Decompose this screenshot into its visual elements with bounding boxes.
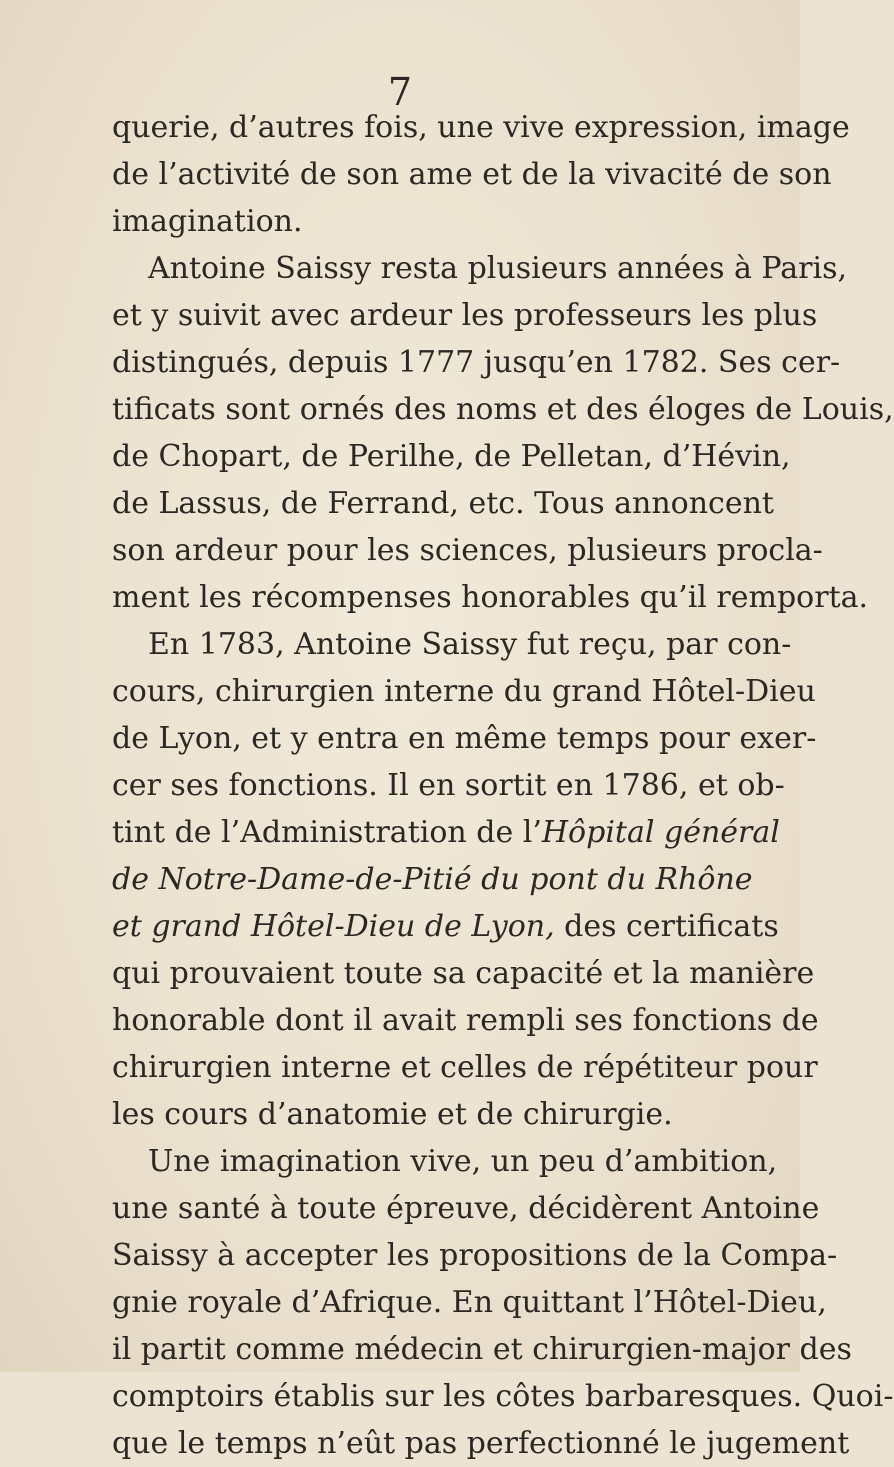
text-line: gnie royale d’Afrique. En quittant l’Hôtel-Dieu, <box>112 1285 827 1320</box>
text-line: une santé à toute épreuve, décidèrent Antoine <box>112 1191 820 1226</box>
text-line: il partit comme médecin et chirurgien-major des <box>112 1332 852 1367</box>
italic-segment: et grand Hôtel-Dieu de Lyon, <box>112 909 555 944</box>
text-segment: tint de l’Administration de l’ <box>112 815 542 850</box>
text-line: Une imagination vive, un peu d’ambition, <box>148 1144 778 1179</box>
text-line: cours, chirurgien interne du grand Hôtel-Dieu <box>112 674 816 709</box>
text-line: de l’activité de son ame et de la vivacité de son <box>112 157 832 192</box>
text-line: tificats sont ornés des noms et des éloges de Louis, <box>112 392 894 427</box>
text-line: les cours d’anatomie et de chirurgie. <box>112 1097 673 1132</box>
text-line: de Lassus, de Ferrand, etc. Tous annoncent <box>112 486 774 521</box>
text-line-italic: de Notre-Dame-de-Pitié du pont du Rhône <box>112 862 753 897</box>
text-line: distingués, depuis 1777 jusqu’en 1782. Ses cer- <box>112 345 841 380</box>
text-line: Antoine Saissy resta plusieurs années à Paris, <box>148 251 848 286</box>
page-number: 7 <box>387 70 413 114</box>
text-line: Saissy à accepter les propositions de la Compa- <box>112 1238 838 1273</box>
text-line: et y suivit avec ardeur les professeurs les plus <box>112 298 818 333</box>
text-line: imagination. <box>112 204 303 239</box>
text-line: de Lyon, et y entra en même temps pour exer- <box>112 721 817 756</box>
text-line: En 1783, Antoine Saissy fut reçu, par con- <box>148 627 792 662</box>
text-line: comptoirs établis sur les côtes barbaresques. Quoi- <box>112 1379 894 1414</box>
text-line: qui prouvaient toute sa capacité et la manière <box>112 956 815 991</box>
text-line-mixed <box>112 809 780 856</box>
text-line: cer ses fonctions. Il en sortit en 1786, et ob- <box>112 768 785 803</box>
text-line-mixed <box>112 903 779 950</box>
italic-segment: Hôpital général <box>541 815 780 850</box>
text-line: querie, d’autres fois, une vive expression, image <box>112 110 850 145</box>
text-line: de Chopart, de Perilhe, de Pelletan, d’Hévin, <box>112 439 791 474</box>
text-line: chirurgien interne et celles de répétiteur pour <box>112 1050 818 1085</box>
text-line: ment les récompenses honorables qu’il remporta. <box>112 580 869 615</box>
text-line: son ardeur pour les sciences, plusieurs procla- <box>112 533 823 568</box>
text-segment: des certificats <box>554 909 779 944</box>
text-line: que le temps n’eût pas perfectionné le jugement <box>112 1426 850 1461</box>
text-line: honorable dont il avait rempli ses fonctions de <box>112 1003 819 1038</box>
body-text <box>112 104 894 1467</box>
